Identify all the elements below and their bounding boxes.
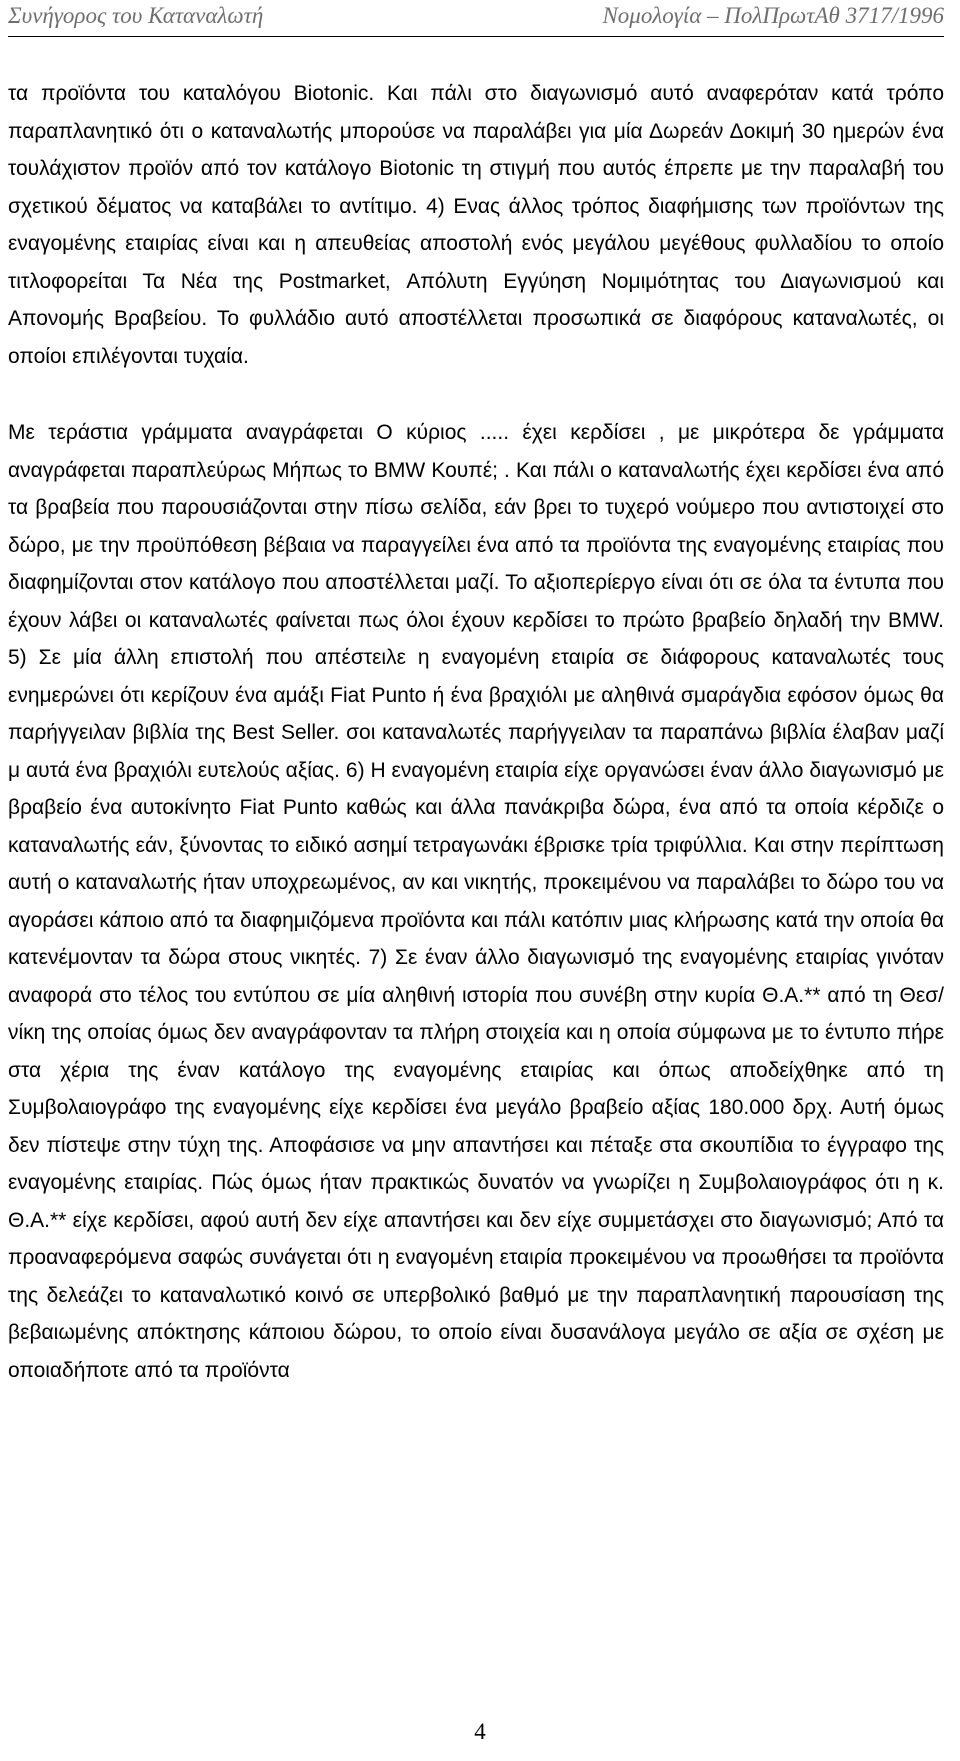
document-body (8, 75, 944, 1389)
page-number: 4 (474, 1719, 486, 1744)
header-case-reference: Νομολογία – ΠολΠρωτΑθ 3717/1996 (602, 3, 944, 28)
running-header (8, 0, 944, 37)
body-paragraph: Με τεράστια γράμματα αναγράφεται Ο κύριος ..... έχει κερδίσει , με μικρότερα δε γράμματα αναγράφεται παραπλεύρως Μήπως το BMW Κουπέ; . Και πάλι ο καταναλωτής έχει κερδίσει ένα από τα βραβεία που παρουσιάζονται στην πίσω σελίδα, εάν βρει το τυχερό νούμερο που αντιστοιχεί στο δώρο, με την προϋπόθεση βέβαια να παραγγείλει ένα από τα προϊόντα της εναγομένης εταιρίας που διαφημίζονται στον κατάλογο που αποστέλλεται μαζί. Το αξιοπερίεργο είναι ότι σε όλα τα έντυπα που έχουν λάβει οι καταναλωτές φαίνεται πως όλοι έχουν κερδίσει το πρώτο βραβείο δηλαδή την BMW. 5) Σε μία άλλη επιστολή που απέστειλε η εναγομένη εταιρία σε διάφορους καταναλωτές τους ενημερώνει ότι κερίζουν ένα αμάξι Fiat Punto ή ένα βραχιόλι με αληθινά σμαράγδια εφόσον όμως θα παρήγγειλαν βιβλία της Best Seller. σοι καταναλωτές παρήγγειλαν τα παραπάνω βιβλία έλαβαν μαζί μ αυτά ένα βραχιόλι ευτελούς αξίας. 6) Η εναγομένη εταιρία είχε οργανώσει έναν άλλο διαγωνισμό με βραβείο ένα αυτοκίνητο Fiat Punto καθώς και άλλα πανάκριβα δώρα, ένα από τα οποία κέρδιζε ο καταναλωτής εάν, ξύνοντας το ειδικό ασημί τετραγωνάκι έβρισκε τρία τριφύλλια. Και στην περίπτωση αυτή ο καταναλωτής ήταν υποχρεωμένος, αν και νικητής, προκειμένου να παραλάβει το δώρο του να αγοράσει κάποιο από τα διαφημιζόμενα προϊόντα και πάλι κατόπιν μιας κλήρωσης κατά την οποία θα κατενέμονταν τα δώρα στους νικητές. 7) Σε έναν άλλο διαγωνισμό της εναγομένης εταιρίας γινόταν αναφορά στο τέλος του εντύπου σε μία αληθινή ιστορία που συνέβη στην κυρία Θ.Α.** από τη Θεσ/νίκη της οποίας όμως δεν αναγράφονταν τα πλήρη στοιχεία και η οποία σύμφωνα με το έντυπο πήρε στα χέρια της έναν κατάλογο της εναγομένης εταιρίας και όπως αποδείχθηκε από τη Συμβολαιογράφο της εναγομένης είχε κερδίσει ένα μεγάλο βραβείο αξίας 180.000 δρχ. Αυτή όμως δεν πίστεψε στην τύχη της. Αποφάσισε να μην απαντήσει και πέταξε στα σκουπίδια το έγγραφο της εναγομένης εταιρίας. Πώς όμως ήταν πρακτικώς δυνατόν να γνωρίζει η Συμβολαιογράφος ότι η κ. Θ.Α.** είχε κερδίσει, αφού αυτή δεν είχε απαντήσει και δεν είχε συμμετάσχει στο διαγωνισμό; Από τα προαναφερόμενα σαφώς συνάγεται ότι η εναγομένη εταιρία προκειμένου να προωθήσει τα προϊόντα της δελεάζει το καταναλωτικό κοινό σε υπερβολικό βαθμό με την παραπλανητική παρουσίαση της βεβαιωμένης απόκτησης κάποιου δώρου, το οποίο είναι δυσανάλογα μεγάλο σε αξία σε σχέση με οποιαδήποτε από τα προϊόντα (8, 421, 944, 1382)
body-paragraph: τα προϊόντα του καταλόγου Biotonic. Και πάλι στο διαγωνισμό αυτό αναφερόταν κατά τρόπο παραπλανητικό ότι ο καταναλωτής μπορούσε να παραλάβει για μία Δωρεάν Δοκιμή 30 ημερών ένα τουλάχιστον προϊόν από τον κατάλογο Biotonic τη στιγμή που αυτός έπρεπε με την παραλαβή του σχετικού δέματος να καταβάλει το αντίτιμο. 4) Ενας άλλος τρόπος διαφήμισης των προϊόντων της εναγομένης εταιρίας είναι και η απευθείας αποστολή ενός μεγάλου μεγέθους φυλλαδίου το οποίο τιτλοφορείται Τα Νέα της Postmarket, Απόλυτη Εγγύηση Νομιμότητας του Διαγωνισμού και Απονομής Βραβείου. Το φυλλάδιο αυτό αποστέλλεται προσωπικά σε διαφόρους καταναλωτές, οι οποίοι επιλέγονται τυχαία. (8, 82, 944, 368)
header-document-title: Συνήγορος του Καταναλωτή (8, 3, 264, 28)
